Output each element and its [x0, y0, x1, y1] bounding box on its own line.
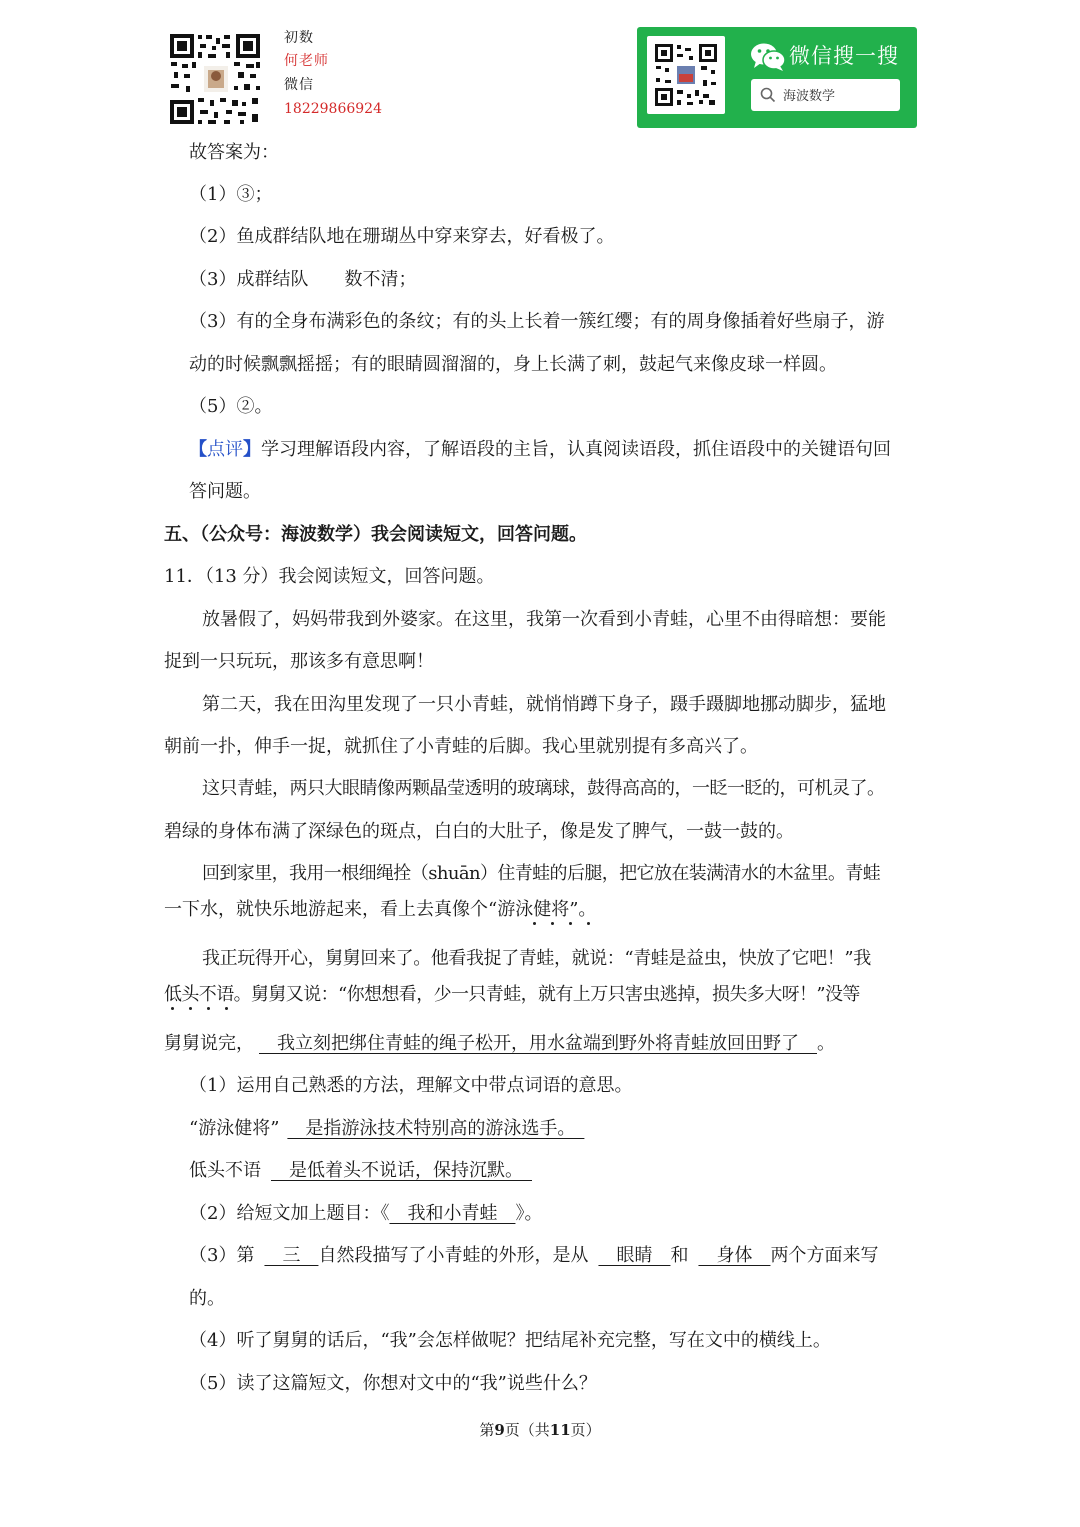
answer-1: （1）③；	[189, 184, 273, 205]
total-page-count: 11	[549, 1421, 571, 1439]
answer-4-line-2: 动的时候飘飘摇摇；有的眼睛圆溜溜的，身上长满了刺，鼓起气来像皮球一样圆。	[189, 354, 837, 375]
passage-p4-line-2: 一下水，就快乐地游起来，看上去真像个“游泳健将”。	[164, 899, 597, 920]
comment-line-1	[189, 438, 891, 462]
question-1-blank-a[interactable]: 是指游泳技术特别高的游泳选手。	[287, 1118, 585, 1139]
answer-5: （5）②。	[189, 396, 273, 417]
question-3-line-1	[189, 1244, 878, 1268]
question-3-blank-3[interactable]: 身体	[698, 1245, 771, 1266]
passage-p3-line-1: 这只青蛙，两只大眼睛像两颗晶莹透明的玻璃球，鼓得高高的，一眨一眨的，可机灵了。	[202, 778, 885, 799]
question-1-answer-a	[189, 1117, 584, 1141]
search-icon	[760, 87, 776, 103]
current-page-number: 9	[494, 1421, 505, 1439]
passage-p5-line-3	[164, 1032, 835, 1056]
question-11-heading: 11．（13 分）我会阅读短文，回答问题。	[164, 566, 495, 587]
passage-p5-line-3-suffix: 。	[817, 1033, 835, 1054]
question-5: （5）读了这篇短文，你想对文中的“我”说些什么？	[189, 1373, 597, 1394]
passage-p2-line-1: 第二天，我在田沟里发现了一只小青蛙，就悄悄蹲下身子，蹑手蹑脚地挪动脚步，猛地	[202, 694, 886, 715]
passage-p2-line-2: 朝前一扑，伸手一捉，就抓住了小青蛙的后脚。我心里就别提有多高兴了。	[164, 736, 758, 757]
passage-p5-line-2: 低头不语。舅舅又说：“你想想看，少一只青蛙，就有上万只害虫逃掉，损失多大呀！”没等	[164, 984, 860, 1005]
passage-p1-line-2: 捉到一只玩玩，那该多有意思啊！	[164, 651, 434, 672]
question-3-part-a: （3）第	[189, 1245, 255, 1266]
passage-p3-line-2: 碧绿的身体布满了深绿色的斑点，白白的大肚子，像是发了脾气，一鼓一鼓的。	[164, 821, 794, 842]
emphasis-dot	[189, 1007, 192, 1010]
question-3-blank-1[interactable]: 三	[264, 1245, 319, 1266]
comment-line-2: 答问题。	[189, 481, 261, 502]
wechat-search-title: 微信搜一搜	[789, 44, 899, 68]
question-1: （1）运用自己熟悉的方法，理解文中带点词语的意思。	[189, 1075, 633, 1096]
answer-4-line-1: （3）有的全身布满彩色的条纹；有的头上长着一簇红缨；有的周身像插着好些扇子，游	[189, 311, 885, 332]
question-3-part-c: 和	[670, 1245, 689, 1266]
footer-middle: 页（共	[504, 1421, 550, 1439]
question-2-suffix: 》。	[515, 1203, 543, 1224]
section-title: 五、（公众号：海波数学）我会阅读短文，回答问题。	[164, 524, 587, 545]
page-number-footer	[0, 1419, 1080, 1440]
wechat-search-box[interactable]	[751, 79, 900, 111]
question-3-line-2: 的。	[189, 1288, 225, 1309]
qr-code-image	[168, 32, 262, 126]
answer-3: （3）成群结队 数不清；	[189, 269, 417, 290]
header-phone-number: 18229866924	[284, 101, 382, 117]
question-4: （4）听了舅舅的话后，“我”会怎样做呢？把结尾补充完整，写在文中的横线上。	[189, 1330, 831, 1351]
wechat-qr-code	[647, 36, 725, 114]
question-1-term-b: 低头不语	[189, 1160, 261, 1181]
question-1-term-a: “游泳健将”	[189, 1118, 280, 1139]
question-3-part-d: 两个方面来写	[770, 1245, 879, 1266]
emphasis-dot	[225, 1007, 228, 1010]
header-label-teacher: 何老师	[284, 53, 329, 69]
wechat-logo-icon	[750, 42, 786, 72]
footer-prefix: 第	[479, 1421, 495, 1439]
emphasis-dot	[533, 922, 536, 925]
emphasis-dot	[569, 922, 572, 925]
header-label-subject: 初数	[284, 30, 314, 46]
answer-intro: 故答案为：	[189, 142, 279, 163]
passage-p5-line-3-prefix: 舅舅说完，	[164, 1033, 245, 1054]
emphasis-dot	[171, 1007, 174, 1010]
header-label-wechat: 微信	[284, 77, 314, 93]
question-3-blank-2[interactable]: 眼睛	[598, 1245, 671, 1266]
emphasis-dot	[587, 922, 590, 925]
footer-suffix: 页）	[570, 1421, 601, 1439]
question-3-part-b: 自然段描写了小青蛙的外形，是从	[318, 1245, 589, 1266]
question-2	[189, 1202, 542, 1226]
wechat-search-badge[interactable]	[637, 27, 917, 128]
comment-text: 学习理解语段内容，了解语段的主旨，认真阅读语段，抓住语段中的关键语句回	[261, 439, 891, 460]
qr-code-left	[168, 32, 262, 126]
emphasis-dot	[207, 1007, 210, 1010]
comment-tag: 【点评】	[189, 439, 261, 460]
passage-p1-line-1: 放暑假了，妈妈带我到外婆家。在这里，我第一次看到小青蛙，心里不由得暗想：要能	[202, 609, 886, 630]
wechat-search-value: 海波数学	[783, 89, 836, 104]
passage-p5-line-1: 我正玩得开心，舅舅回来了。他看我捉了青蛙，就说：“青蛙是益虫，快放了它吧！”我	[202, 948, 871, 969]
question-2-title-blank[interactable]: 我和小青蛙	[389, 1203, 516, 1224]
question-2-prompt: （2）给短文加上题目：《	[189, 1203, 390, 1224]
passage-p4-line-1: 回到家里，我用一根细绳拴（shuān）住青蛙的后腿，把它放在装满清水的木盆里。青蛙	[202, 863, 881, 884]
answer-2: （2）鱼成群结队地在珊瑚丛中穿来穿去，好看极了。	[189, 226, 615, 247]
ending-answer-blank[interactable]: 我立刻把绑住青蛙的绳子松开，用水盆端到野外将青蛙放回田野了	[259, 1033, 817, 1054]
question-1-answer-b	[189, 1159, 532, 1183]
question-1-blank-b[interactable]: 是低着头不说话，保持沉默。	[271, 1160, 532, 1181]
emphasis-dot	[551, 922, 554, 925]
